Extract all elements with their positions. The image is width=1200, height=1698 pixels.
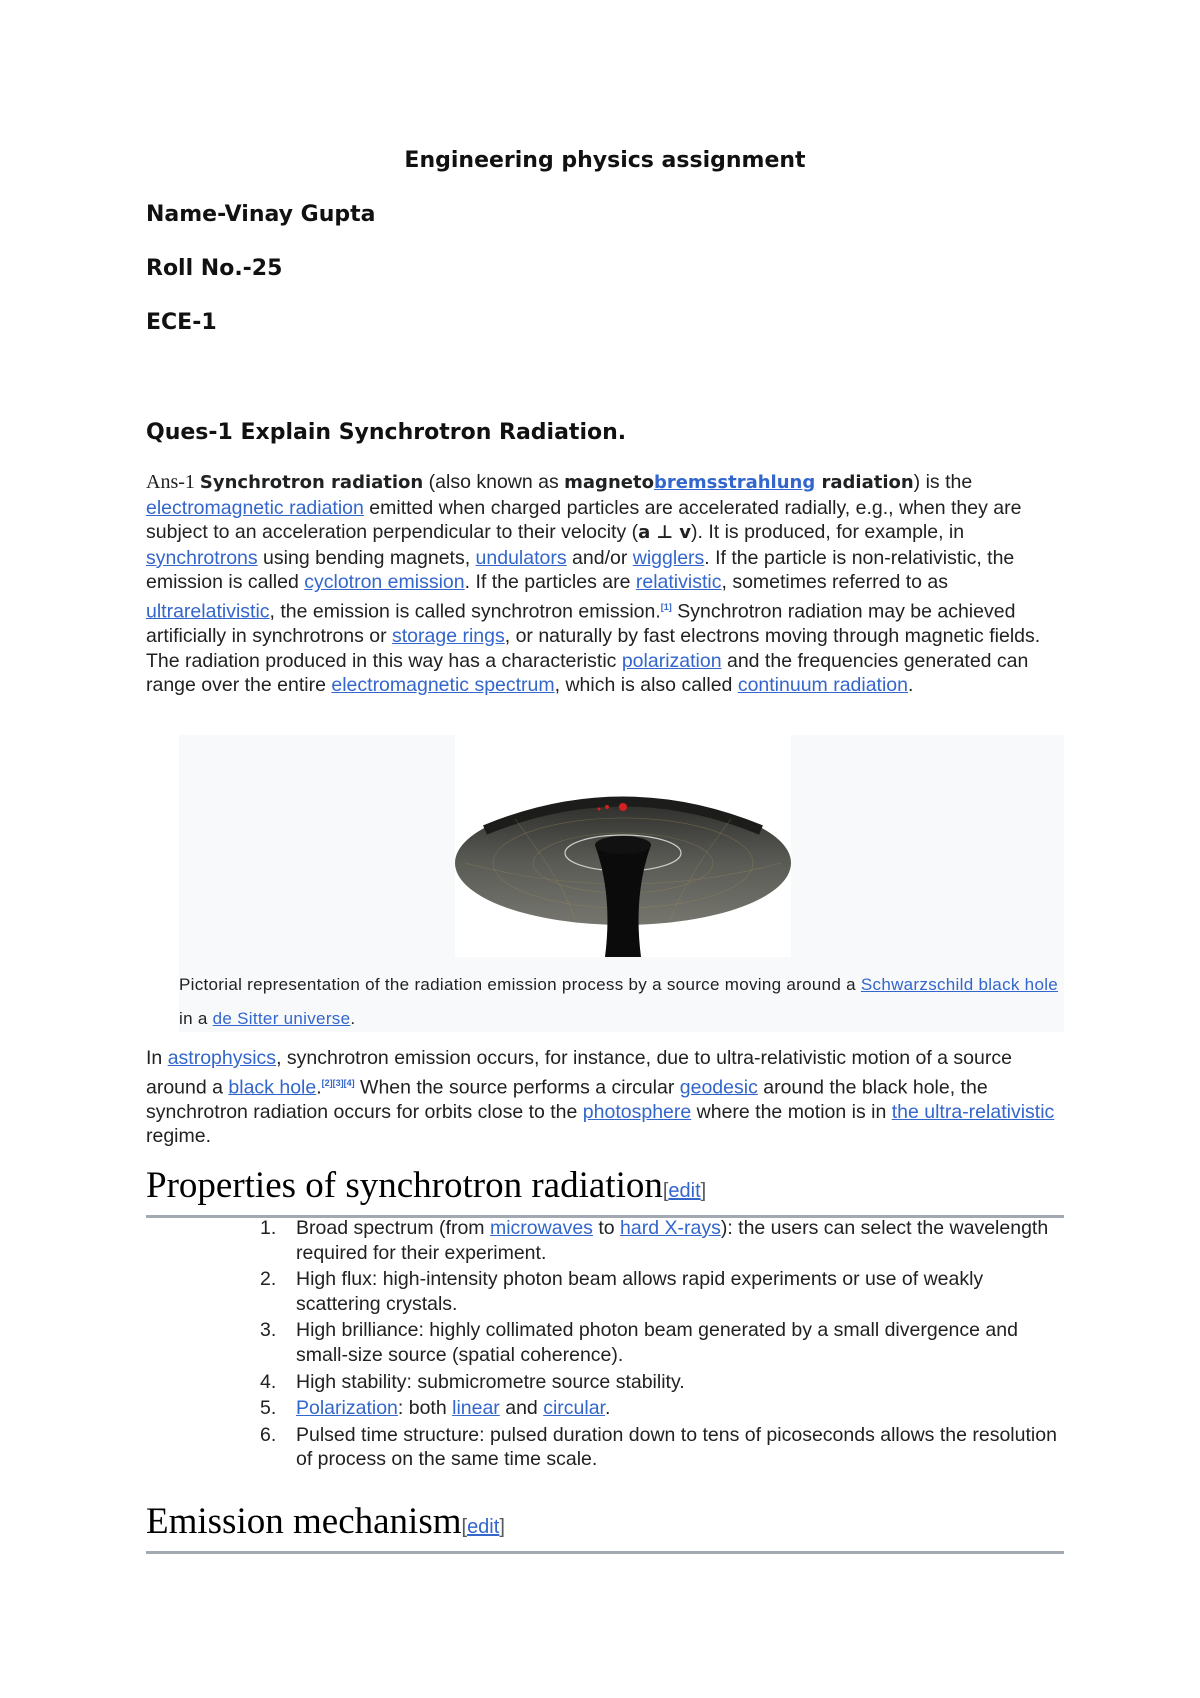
- link-polarization-property[interactable]: Polarization: [296, 1397, 398, 1420]
- figure-caption: Pictorial representation of the radiation emission process by a source moving around a Schwarzschild black hole in a de Sitter universe.: [179, 975, 1059, 1028]
- properties-list: [246, 1216, 1066, 1474]
- black-hole-illustration: [455, 735, 791, 957]
- link-hard-x-rays[interactable]: hard X-rays: [620, 1217, 721, 1239]
- list-item: 4. High stability: submicrometre source stability.: [260, 1370, 685, 1393]
- list-item: 2. High flux: high-intensity photon beam allows rapid experiments or use of weakly scattering crystals.: [260, 1268, 984, 1315]
- list-item: 1. Broad spectrum (from microwaves to hard X-rays): the users can select the wavelength required for their experiment.: [260, 1217, 1049, 1264]
- class-section: ECE-1: [146, 310, 217, 335]
- black-hole-funnel-image: [455, 735, 791, 957]
- link-electromagnetic-radiation[interactable]: electromagnetic radiation: [146, 496, 364, 519]
- properties-heading: Properties of synchrotron radiation[edit]: [146, 1164, 1064, 1218]
- roll-number: Roll No.-25: [146, 256, 283, 281]
- list-item: 3. High brilliance: highly collimated photon beam generated by a small divergence and small-size source (spatial coherence).: [260, 1319, 1018, 1366]
- link-ultra-relativistic[interactable]: the ultra-relativistic: [891, 1100, 1055, 1123]
- link-continuum-radiation[interactable]: continuum radiation: [737, 674, 908, 697]
- citation-1[interactable]: [1]: [660, 601, 672, 612]
- link-storage-rings[interactable]: storage rings: [392, 625, 505, 648]
- answer-paragraph: Ans-1 Synchrotron radiation (also known as magnetobremsstrahlung radiation) is the electromagnetic radiation emitted when charged particles are accelerated radially, e.g., when they are subject to an acceleration perpendicular to their velocity (a ⊥ v). It is produced, for example, in synchrotrons using bending magnets, undulators and/or wigglers. If the particle is non-relativistic, the emission is called cyclotron emission. If the particles are relativistic, sometimes referred to as ultrarelativistic, the emission is called synchrotron emission.[1] Synchrotron radiation may be achieved artificially in synchrotrons or storage rings, or naturally by fast electrons moving through magnetic fields. The radiation produced in this way has a characteristic polarization and the frequencies generated can range over the entire electromagnetic spectrum, which is also called continuum radiation.: [146, 471, 1041, 697]
- link-de-sitter-universe[interactable]: de Sitter universe: [212, 1009, 351, 1028]
- link-electromagnetic-spectrum[interactable]: electromagnetic spectrum: [331, 674, 555, 697]
- link-microwaves[interactable]: microwaves: [489, 1217, 593, 1239]
- page-title: Engineering physics assignment: [404, 148, 806, 173]
- emission-mechanism-heading: Emission mechanism[edit]: [146, 1500, 1064, 1554]
- link-cyclotron-emission[interactable]: cyclotron emission: [304, 571, 465, 594]
- list-item: 5. Polarization: both linear and circular.: [260, 1397, 611, 1420]
- citation-2-3-4[interactable]: [2][3][4]: [321, 1077, 355, 1088]
- perpendicular-math: a ⊥ v: [638, 522, 691, 544]
- link-circular[interactable]: circular: [543, 1397, 605, 1420]
- link-bremsstrahlung[interactable]: bremsstrahlung: [653, 472, 816, 493]
- list-item: 6. Pulsed time structure: pulsed duration down to tens of picoseconds allows the resolution of process on the same time scale.: [260, 1423, 1057, 1471]
- link-black-hole[interactable]: black hole: [228, 1076, 317, 1099]
- astrophysics-paragraph: In astrophysics, synchrotron emission occurs, for instance, due to ultra-relativistic motion of a source around a black hole.[2][3][4] When the source performs a circular geodesic around the black hole, the synchrotron radiation occurs for orbits close to the photosphere where the motion is in the ultra-relativistic regime.: [146, 1047, 1055, 1148]
- link-undulators[interactable]: undulators: [475, 546, 567, 569]
- link-astrophysics[interactable]: astrophysics: [167, 1047, 277, 1069]
- link-photosphere[interactable]: photosphere: [582, 1100, 692, 1123]
- question-heading: Ques-1 Explain Synchrotron Radiation.: [146, 420, 627, 445]
- link-synchrotrons[interactable]: synchrotrons: [146, 546, 258, 569]
- link-polarization[interactable]: polarization: [621, 649, 722, 672]
- link-linear[interactable]: linear: [452, 1397, 500, 1420]
- student-name: Name-Vinay Gupta: [146, 202, 376, 227]
- link-ultrarelativistic[interactable]: ultrarelativistic: [146, 600, 270, 623]
- link-geodesic[interactable]: geodesic: [679, 1076, 758, 1099]
- link-relativistic[interactable]: relativistic: [635, 571, 722, 594]
- edit-emission-link[interactable]: edit: [467, 1516, 500, 1538]
- edit-properties-link[interactable]: edit: [668, 1180, 701, 1202]
- figure-box: [179, 735, 1064, 1032]
- link-wigglers[interactable]: wigglers: [632, 546, 705, 569]
- link-schwarzschild-black-hole[interactable]: Schwarzschild black hole: [860, 975, 1059, 994]
